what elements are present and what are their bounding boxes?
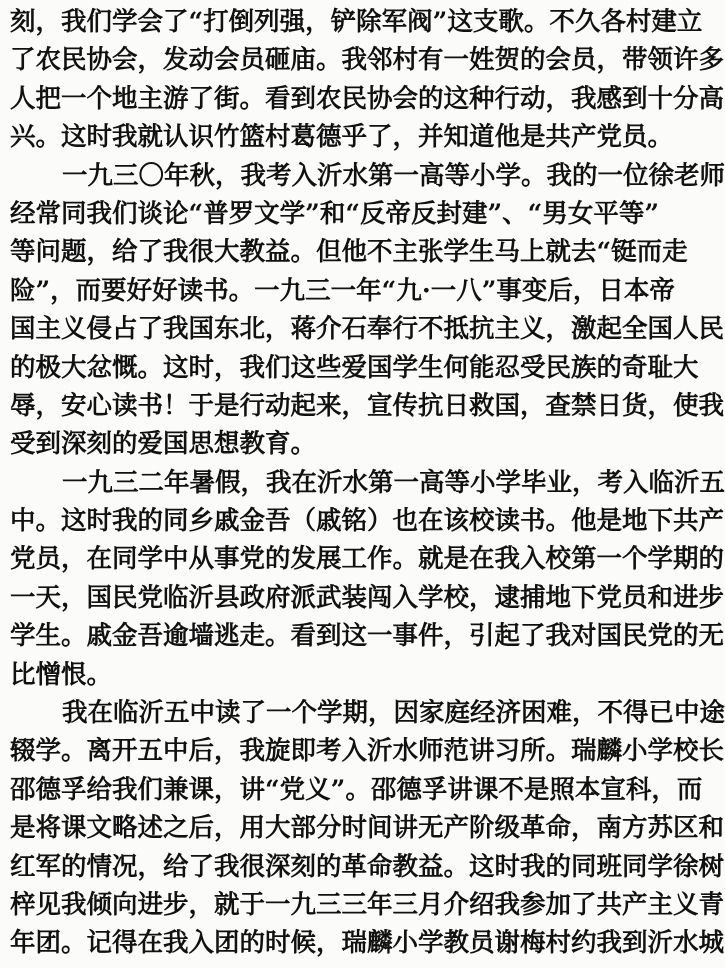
- paragraph-2: [10, 157, 725, 464]
- text-line: 险”，而要好好读书。一九三一年“九·一八”事变后，日本帝: [10, 275, 675, 306]
- text-line: 的极大忿慨。这时，我们这些爱国学生何能忍受民族的奇耻大: [10, 352, 699, 383]
- text-line: 兴。这时我就认识竹篮村葛德乎了，并知道他是共产党员。: [10, 122, 674, 153]
- text-line: 刻，我们学会了“打倒列强，铲除军阀”这支歌。不久各村建立: [10, 7, 703, 37]
- paragraph-4: [10, 694, 725, 963]
- paragraph-1: [10, 3, 725, 157]
- text-line: 学生。戚金吾逾墙逃走。看到这一事件，引起了我对国民党的无: [10, 621, 725, 652]
- text-line: 人把一个地主游了街。看到农民协会的这种行动，我感到十分高: [10, 83, 725, 114]
- text-line: 一九三〇年秋，我考入沂水第一高等小学。我的一位徐老师: [62, 160, 725, 191]
- text-line: 红军的情况，给了我很深刻的革命教益。这时我的同班同学徐树: [10, 851, 725, 882]
- text-line: 邵德孚给我们兼课，讲“党义”。邵德孚讲课不是照本宣科，而: [10, 774, 703, 805]
- text-line: 受到深刻的爱国思想教育。: [10, 429, 317, 460]
- text-line: 经常同我们谈论“普罗文学”和“反帝反封建”、“男女平等”: [10, 198, 660, 229]
- text-line: 辍学。离开五中后，我旋即考入沂水师范讲习所。瑞麟小学校长: [10, 736, 725, 767]
- text-line: 年团。记得在我入团的时候，瑞麟小学教员谢梅村约我到沂水城: [10, 928, 725, 959]
- text-line: 比憎恨。: [10, 659, 113, 690]
- text-line: 中。这时我的同乡戚金吾（戚铭）也在该校读书。他是地下共产: [10, 506, 725, 537]
- text-line: 是将课文略述之后，用大部分时间讲无产阶级革命，南方苏区和: [10, 813, 725, 844]
- text-line: 党员，在同学中从事党的发展工作。就是在我入校第一个学期的: [10, 544, 725, 575]
- text-line: 辱，安心读书！于是行动起来，宣传抗日救国，查禁日货，使我: [10, 390, 725, 421]
- text-line: 等问题，给了我很大教益。但他不主张学生马上就去“铤而走: [10, 237, 688, 268]
- text-line: 梓见我倾向进步，就于一九三三年三月介绍我参加了共产主义青: [10, 889, 725, 920]
- paragraph-3: [10, 464, 725, 694]
- text-line: 了农民协会，发动会员砸庙。我邻村有一姓贺的会员，带领许多: [10, 45, 725, 76]
- text-line: 一天，国民党临沂县政府派武装闯入学校，逮捕地下党员和进步: [10, 582, 725, 613]
- text-line: 国主义侵占了我国东北，蒋介石奉行不抵抗主义，激起全国人民: [10, 314, 725, 345]
- text-line: 我在临沂五中读了一个学期，因家庭经济困难，不得已中途: [62, 698, 725, 729]
- text-line: 一九三二年暑假，我在沂水第一高等小学毕业，考入临沂五: [62, 467, 725, 498]
